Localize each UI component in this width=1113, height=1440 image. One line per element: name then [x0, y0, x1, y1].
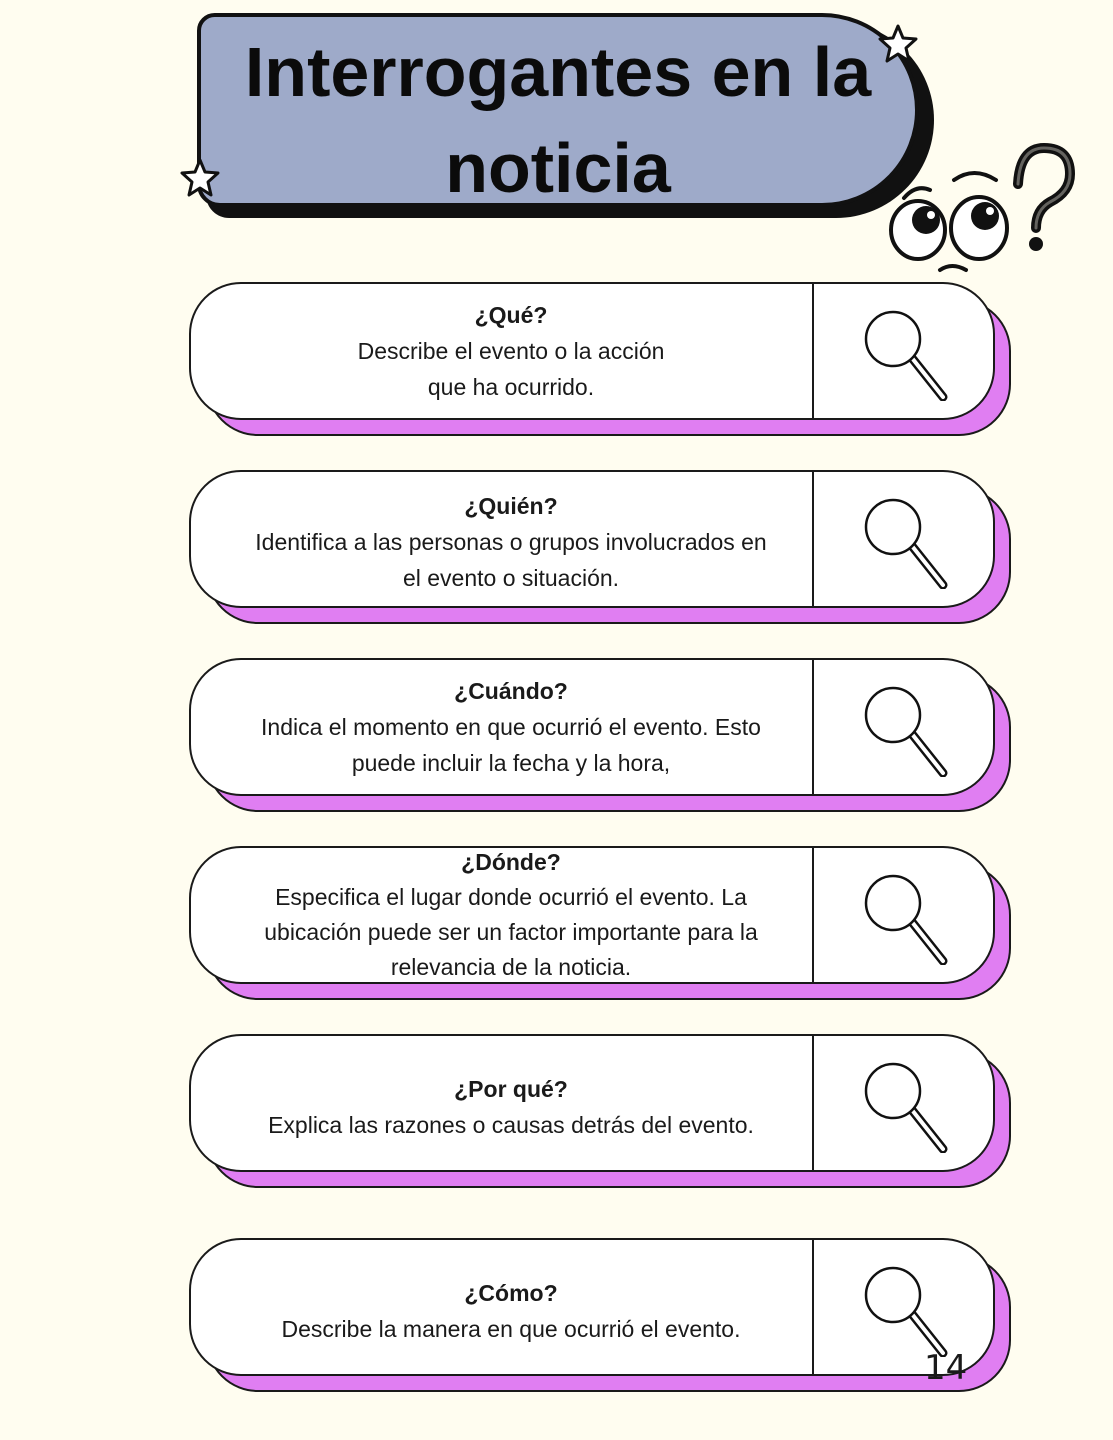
- card-body: [189, 470, 995, 608]
- card-description: Indica el momento en que ocurrió el evento. Esto puede incluir la fecha y la hora,: [261, 714, 761, 776]
- card-divider: [812, 1240, 814, 1374]
- card-divider: [812, 660, 814, 794]
- card-divider: [812, 848, 814, 982]
- question-card-cuando: [189, 658, 1012, 814]
- question-card-como: [189, 1238, 1012, 1394]
- card-divider: [812, 1036, 814, 1170]
- card-description: Describe el evento o la acción que ha ocurrido.: [357, 338, 665, 400]
- card-body: [189, 846, 995, 984]
- card-text: [211, 660, 811, 794]
- card-body: [189, 658, 995, 796]
- card-text: [211, 846, 811, 979]
- question-card-por-que: [189, 1034, 1012, 1190]
- card-question: ¿Dónde?: [461, 849, 561, 875]
- card-question: ¿Qué?: [474, 302, 548, 328]
- card-description: Explica las razones o causas detrás del evento.: [268, 1112, 754, 1138]
- card-text: [211, 472, 811, 606]
- star-icon: [178, 156, 222, 200]
- card-question: ¿Quién?: [464, 493, 558, 519]
- magnifying-glass-icon: [863, 1061, 953, 1153]
- magnifying-glass-icon: [863, 685, 953, 777]
- question-card-que: [189, 282, 1012, 438]
- card-text: [211, 1240, 811, 1374]
- card-description: Describe la manera en que ocurrió el evento.: [281, 1316, 741, 1342]
- card-description: Especifica el lugar donde ocurrió el evento. La ubicación puede ser un factor importante para la relevancia de la noticia.: [264, 884, 758, 980]
- eyes-question-mark-icon: [884, 140, 1084, 280]
- card-divider: [812, 472, 814, 606]
- card-question: ¿Cuándo?: [454, 678, 568, 704]
- magnifying-glass-icon: [863, 873, 953, 965]
- page-title-line-1: Interrogantes en la: [244, 33, 872, 111]
- card-question: ¿Cómo?: [464, 1280, 558, 1306]
- magnifying-glass-icon: [863, 497, 953, 589]
- star-icon: [876, 22, 920, 66]
- question-card-quien: [189, 470, 1012, 626]
- card-question: ¿Por qué?: [454, 1076, 568, 1102]
- question-card-donde: [189, 846, 1012, 1002]
- card-divider: [812, 284, 814, 418]
- card-text: [211, 1036, 811, 1170]
- card-description: Identifica a las personas o grupos involucrados en el evento o situación.: [255, 529, 767, 591]
- card-body: [189, 282, 995, 420]
- page-number: 14: [924, 1348, 968, 1388]
- magnifying-glass-icon: [863, 309, 953, 401]
- page-title: [200, 24, 916, 216]
- card-text: [211, 284, 811, 418]
- magnifying-glass-icon: [863, 1265, 953, 1357]
- card-body: [189, 1238, 995, 1376]
- page-title-line-2: noticia: [445, 129, 671, 207]
- card-body: [189, 1034, 995, 1172]
